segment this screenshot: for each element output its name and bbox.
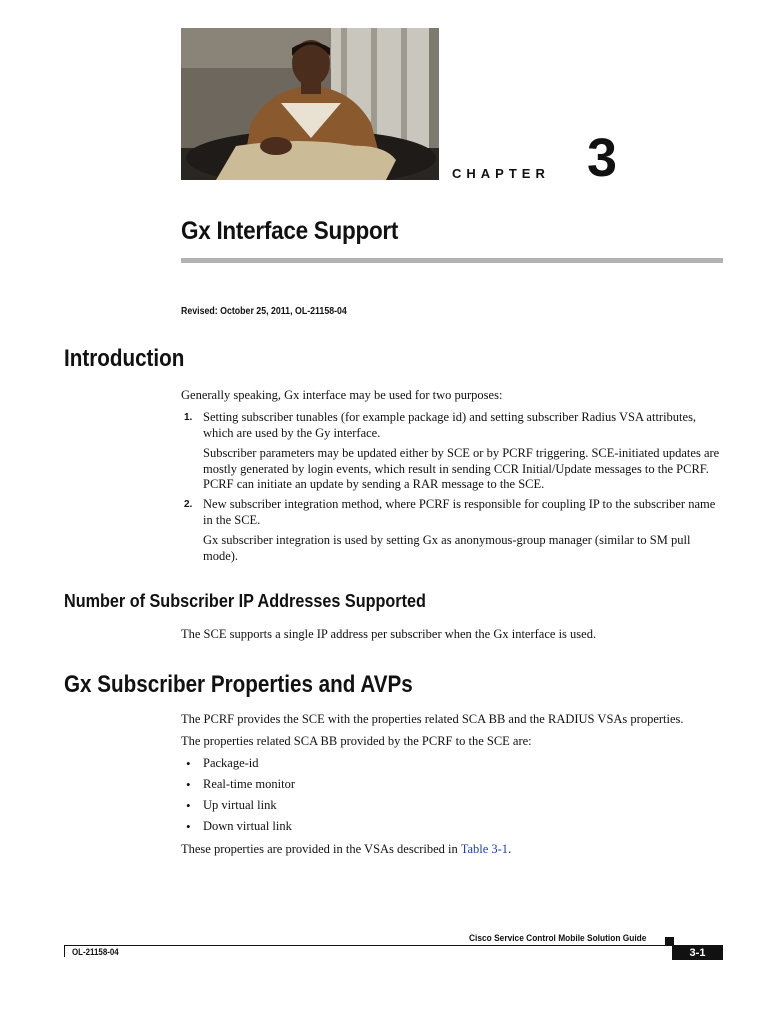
- avp-closing-text: [181, 842, 726, 858]
- revision-note: Revised: October 25, 2011, OL-21158-04: [181, 306, 347, 317]
- introduction-lead: Generally speaking, Gx interface may be used for two purposes:: [181, 388, 503, 402]
- closing-suffix: .: [508, 842, 512, 856]
- bullet-icon: •: [186, 798, 191, 813]
- ip-addresses-heading: Number of Subscriber IP Addresses Supported: [64, 591, 426, 611]
- person-photo-illustration: [181, 28, 439, 180]
- bullet-icon: •: [186, 756, 191, 771]
- table-reference-link[interactable]: Table 3-1: [460, 842, 509, 856]
- avp-section-text: The properties related SCA BB provided by the PCRF to the SCE are:: [181, 734, 532, 748]
- introduction-heading: Introduction: [64, 345, 185, 372]
- list-item: Package-id: [203, 756, 259, 770]
- list-item: Up virtual link: [203, 798, 277, 812]
- list-item-detail: Subscriber parameters may be updated either by SCE or by PCRF triggering. SCE-initiated updates are mostly generated by login events, which result in sending CCR Initial/Update messages to the PCRF. PCRF can initiate an update by sending a RAR message to the SCE.: [203, 446, 720, 491]
- list-item-text: New subscriber integration method, where PCRF is responsible for coupling IP to the subscriber name in the SCE.: [203, 497, 716, 527]
- footer-guide-title: Cisco Service Control Mobile Solution Guide: [469, 933, 647, 944]
- chapter-label: CHAPTER: [452, 166, 550, 181]
- avp-section-text: The PCRF provides the SCE with the properties related SCA BB and the RADIUS VSAs properties.: [181, 712, 684, 726]
- list-item-number: 1.: [184, 412, 193, 423]
- ip-addresses-text: The SCE supports a single IP address per subscriber when the Gx interface is used.: [181, 627, 597, 641]
- closing-prefix: These properties are provided in the VSAs described in: [181, 842, 461, 856]
- page-number: 3-1: [672, 946, 723, 960]
- list-item: Real-time monitor: [203, 777, 295, 791]
- avp-section-heading: Gx Subscriber Properties and AVPs: [64, 671, 413, 698]
- footer-doc-number: OL-21158-04: [72, 947, 119, 957]
- footer-rule: [64, 945, 723, 946]
- chapter-photo: [181, 28, 439, 180]
- list-item-detail: Gx subscriber integration is used by setting Gx as anonymous-group manager (similar to SM pull mode).: [203, 533, 691, 563]
- title-rule: [181, 258, 723, 263]
- list-item-number: 2.: [184, 499, 193, 510]
- list-item: Down virtual link: [203, 819, 292, 833]
- bullet-icon: •: [186, 777, 191, 792]
- list-item-text: Setting subscriber tunables (for example package id) and setting subscriber Radius VSA attributes, which are used by the Gy interface.: [203, 410, 697, 440]
- footer-tick: [64, 945, 65, 957]
- chapter-title: Gx Interface Support: [181, 217, 399, 245]
- bullet-icon: •: [186, 819, 191, 834]
- chapter-number: 3: [587, 128, 618, 188]
